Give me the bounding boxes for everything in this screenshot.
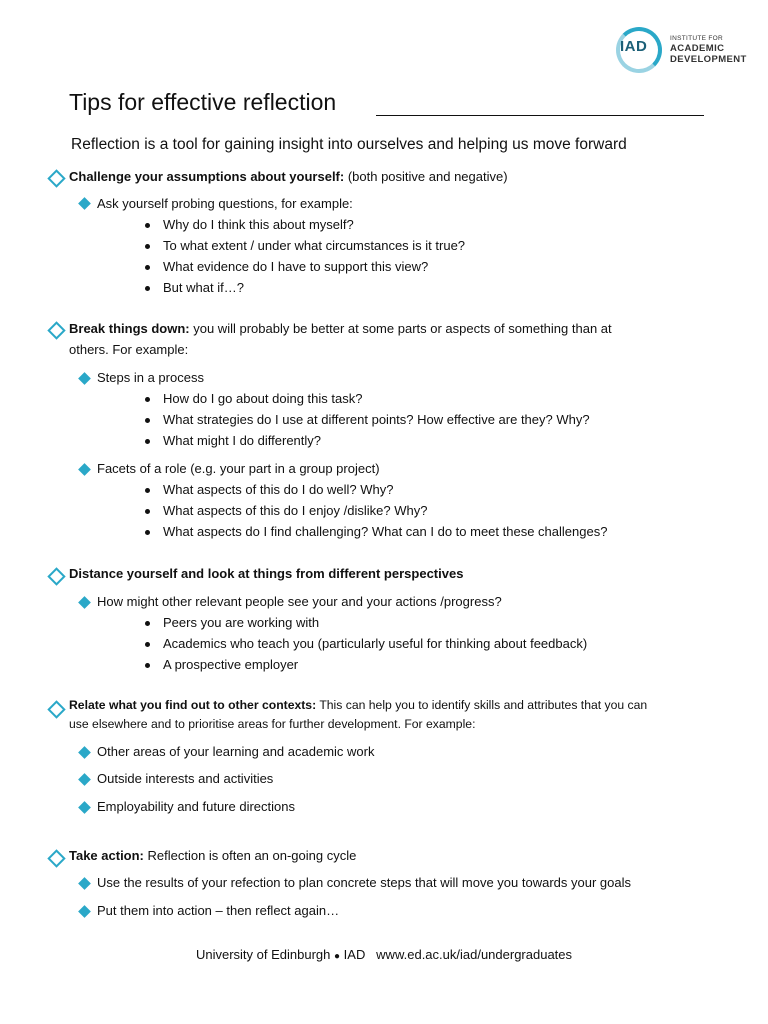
bullet-item: What aspects of this do I enjoy /dislike? Why? <box>163 503 428 518</box>
subitem-diamond-icon <box>78 463 91 476</box>
footer-separator: ● <box>333 951 341 962</box>
page-subtitle: Reflection is a tool for gaining insight into ourselves and helping us move forward <box>71 136 627 153</box>
subitem-label: Put them into action – then reflect again… <box>97 903 340 918</box>
bullet-item: Academics who teach you (particularly useful for thinking about feedback) <box>163 636 588 651</box>
section-heading-line <box>69 168 508 185</box>
bullet-item: Peers you are working with <box>163 615 320 630</box>
subitem-label: Outside interests and activities <box>97 771 274 786</box>
bullet-item: What aspects do I find challenging? What can I do to meet these challenges? <box>163 524 608 539</box>
footer-org: University of Edinburgh <box>195 947 331 962</box>
bullet-dot-icon <box>145 621 150 626</box>
page-footer <box>0 947 768 962</box>
subitem-label: Facets of a role (e.g. your part in a group project) <box>97 461 380 476</box>
bullet-dot-icon <box>145 418 150 423</box>
section-heading: Relate what you find out to other contexts: <box>69 698 317 712</box>
section-text: This can help you to identify skills and attributes that you can <box>316 698 648 712</box>
subitem-diamond-icon <box>78 746 91 759</box>
bullet-dot-icon <box>145 244 150 249</box>
bullet-dot-icon <box>145 530 150 535</box>
section-heading-line <box>69 847 356 864</box>
subitem-label: Other areas of your learning and academic work <box>97 744 375 759</box>
bullet-dot-icon <box>145 397 150 402</box>
bullet-item: What aspects of this do I do well? Why? <box>163 482 394 497</box>
section-text-continued: use elsewhere and to prioritise areas for further development. For example: <box>69 717 476 731</box>
bullet-dot-icon <box>145 488 150 493</box>
iad-logo <box>616 27 746 73</box>
bullet-dot-icon <box>145 265 150 270</box>
bullet-item: How do I go about doing this task? <box>163 391 363 406</box>
section-text: (both positive and negative) <box>344 169 508 184</box>
footer-url-link[interactable]: www.ed.ac.uk/iad/undergraduates <box>376 947 573 962</box>
subitem-diamond-icon <box>78 801 91 814</box>
section-text: Reflection is often an on-going cycle <box>143 848 357 863</box>
section-heading-line <box>69 697 647 714</box>
section-heading: Distance yourself and look at things from different perspectives <box>69 566 464 581</box>
bullet-dot-icon <box>145 223 150 228</box>
bullet-item: To what extent / under what circumstances is it true? <box>163 238 466 253</box>
bullet-item: What might I do differently? <box>163 433 322 448</box>
subitem-label: Ask yourself probing questions, for example: <box>97 196 353 211</box>
logo-line-1: INSTITUTE FOR <box>670 35 724 42</box>
bullet-dot-icon <box>145 642 150 647</box>
subitem-diamond-icon <box>78 596 91 609</box>
subitem-label: How might other relevant people see your and your actions /progress? <box>97 594 502 609</box>
subitem-diamond-icon <box>78 877 91 890</box>
bullet-item: But what if…? <box>163 280 244 295</box>
subitem-label: Employability and future directions <box>97 799 295 814</box>
logo-line-2: ACADEMIC <box>670 43 725 54</box>
section-diamond-icon <box>47 849 65 867</box>
bullet-item: What evidence do I have to support this view? <box>163 259 429 274</box>
footer-unit: IAD <box>343 947 366 962</box>
section-heading-line <box>69 565 463 582</box>
subitem-diamond-icon <box>78 773 91 786</box>
section-heading: Break things down: <box>69 321 190 336</box>
page-title: Tips for effective reflection <box>69 89 337 115</box>
bullet-item: A prospective employer <box>163 657 299 672</box>
subitem-diamond-icon <box>78 905 91 918</box>
subitem-diamond-icon <box>78 372 91 385</box>
bullet-dot-icon <box>145 509 150 514</box>
logo-line-3: DEVELOPMENT <box>670 54 747 65</box>
title-divider <box>376 115 704 116</box>
bullet-item: Why do I think this about myself? <box>163 217 354 232</box>
section-text: you will probably be better at some parts or aspects of something than at <box>189 321 612 336</box>
section-heading: Take action: <box>69 848 144 863</box>
section-text-continued: others. For example: <box>69 342 189 357</box>
section-heading: Challenge your assumptions about yourself: <box>69 169 345 184</box>
subitem-label: Use the results of your refection to plan concrete steps that will move you towards your goals <box>97 875 631 890</box>
subitem-diamond-icon <box>78 197 91 210</box>
bullet-dot-icon <box>145 663 150 668</box>
section-diamond-icon <box>47 321 65 339</box>
subitem-label: Steps in a process <box>97 370 204 385</box>
section-heading-line <box>69 320 612 337</box>
section-diamond-icon <box>47 567 65 585</box>
logo-mark: IAD <box>620 38 648 55</box>
bullet-item: What strategies do I use at different points? How effective are they? Why? <box>163 412 590 427</box>
bullet-dot-icon <box>145 286 150 291</box>
section-diamond-icon <box>47 700 65 718</box>
section-diamond-icon <box>47 169 65 187</box>
bullet-dot-icon <box>145 439 150 444</box>
